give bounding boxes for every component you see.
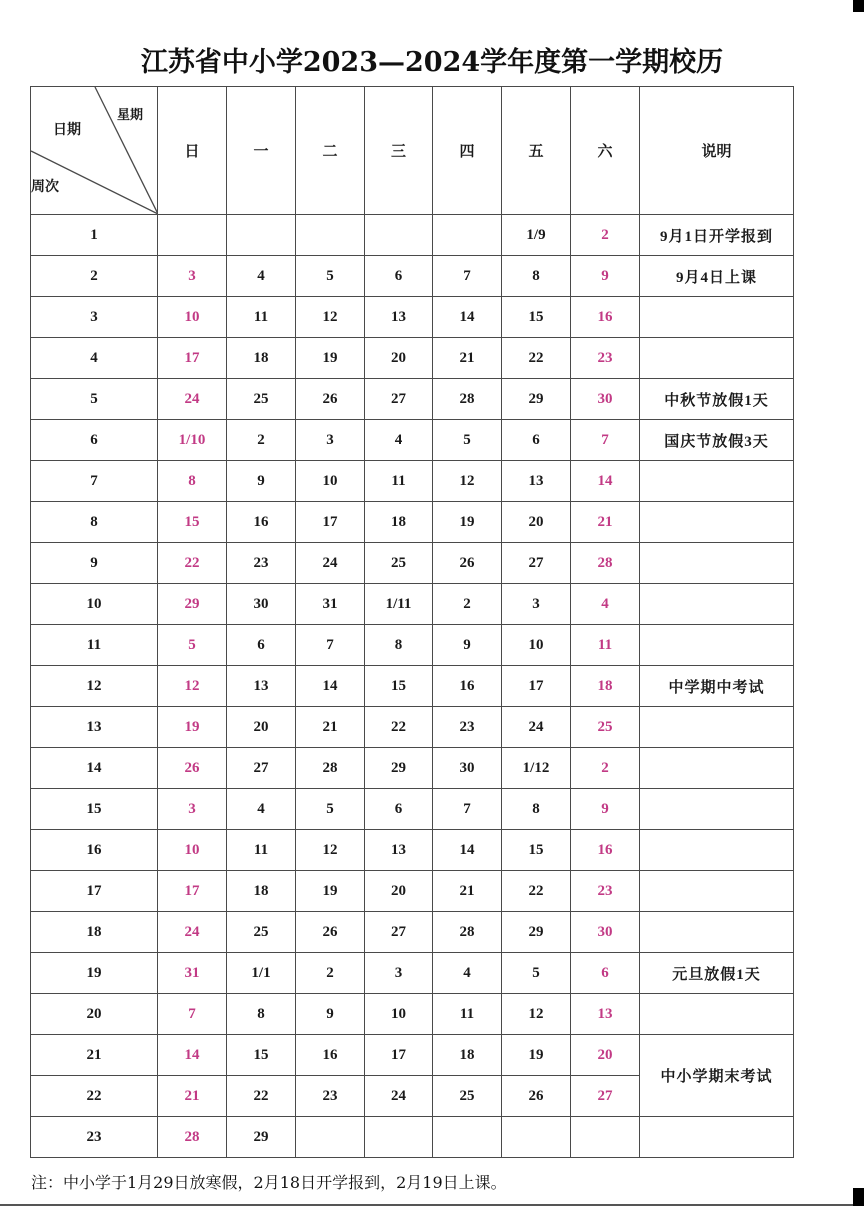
date-cell-wed: 3 bbox=[365, 953, 433, 994]
date-cell-sat: 25 bbox=[571, 707, 640, 748]
day-header-sun: 日 bbox=[158, 87, 227, 215]
date-cell-fri: 27 bbox=[502, 543, 571, 584]
date-cell-sat: 7 bbox=[571, 420, 640, 461]
week-number-cell: 6 bbox=[31, 420, 158, 461]
week-number-cell: 19 bbox=[31, 953, 158, 994]
date-cell-sat: 18 bbox=[571, 666, 640, 707]
week-number-axis-label: 周次 bbox=[31, 179, 59, 195]
date-cell-mon: 25 bbox=[227, 912, 296, 953]
date-cell-fri: 26 bbox=[502, 1076, 571, 1117]
note-cell bbox=[640, 748, 794, 789]
date-cell-thu bbox=[433, 1117, 502, 1158]
date-cell-sun: 10 bbox=[158, 297, 227, 338]
date-cell-tue: 7 bbox=[296, 625, 365, 666]
date-cell-tue: 23 bbox=[296, 1076, 365, 1117]
note-cell bbox=[640, 707, 794, 748]
date-cell-mon: 2 bbox=[227, 420, 296, 461]
table-row bbox=[31, 379, 794, 420]
date-cell-mon: 4 bbox=[227, 789, 296, 830]
date-cell-sun: 8 bbox=[158, 461, 227, 502]
week-number-cell: 21 bbox=[31, 1035, 158, 1076]
week-number-cell: 5 bbox=[31, 379, 158, 420]
diagonal-header-cell bbox=[31, 87, 158, 215]
date-cell-fri bbox=[502, 1117, 571, 1158]
date-cell-thu: 21 bbox=[433, 871, 502, 912]
date-cell-sat: 28 bbox=[571, 543, 640, 584]
table-row bbox=[31, 215, 794, 256]
date-cell-sat: 13 bbox=[571, 994, 640, 1035]
table-row bbox=[31, 502, 794, 543]
date-cell-fri: 20 bbox=[502, 502, 571, 543]
date-cell-mon: 6 bbox=[227, 625, 296, 666]
week-number-cell: 7 bbox=[31, 461, 158, 502]
date-cell-wed: 1/11 bbox=[365, 584, 433, 625]
table-row bbox=[31, 666, 794, 707]
table-row bbox=[31, 1035, 794, 1076]
date-cell-fri: 12 bbox=[502, 994, 571, 1035]
date-cell-tue: 12 bbox=[296, 830, 365, 871]
screen-edge-block-bottom bbox=[853, 1188, 864, 1206]
table-row bbox=[31, 256, 794, 297]
day-header-tue: 二 bbox=[296, 87, 365, 215]
date-cell-wed: 29 bbox=[365, 748, 433, 789]
date-cell-tue: 21 bbox=[296, 707, 365, 748]
note-cell bbox=[640, 625, 794, 666]
note-cell bbox=[640, 912, 794, 953]
week-number-cell: 17 bbox=[31, 871, 158, 912]
weekday-axis-label: 星期 bbox=[117, 108, 144, 123]
week-number-cell: 12 bbox=[31, 666, 158, 707]
date-cell-wed: 27 bbox=[365, 912, 433, 953]
date-cell-wed: 8 bbox=[365, 625, 433, 666]
day-header-mon: 一 bbox=[227, 87, 296, 215]
date-cell-thu: 2 bbox=[433, 584, 502, 625]
table-row bbox=[31, 297, 794, 338]
date-cell-sat: 21 bbox=[571, 502, 640, 543]
date-cell-mon: 11 bbox=[227, 830, 296, 871]
date-cell-thu: 19 bbox=[433, 502, 502, 543]
date-cell-fri: 1/12 bbox=[502, 748, 571, 789]
date-cell-tue: 3 bbox=[296, 420, 365, 461]
date-cell-thu: 4 bbox=[433, 953, 502, 994]
date-cell-sat: 11 bbox=[571, 625, 640, 666]
day-header-fri: 五 bbox=[502, 87, 571, 215]
cropped-previous-text bbox=[40, 0, 864, 4]
day-header-sat: 六 bbox=[571, 87, 640, 215]
date-cell-mon bbox=[227, 215, 296, 256]
date-cell-sun: 21 bbox=[158, 1076, 227, 1117]
date-cell-sun: 7 bbox=[158, 994, 227, 1035]
date-cell-sun: 15 bbox=[158, 502, 227, 543]
date-cell-fri: 1/9 bbox=[502, 215, 571, 256]
table-row bbox=[31, 953, 794, 994]
day-header-wed: 三 bbox=[365, 87, 433, 215]
table-row bbox=[31, 584, 794, 625]
date-cell-thu: 12 bbox=[433, 461, 502, 502]
note-cell: 中小学期末考试 bbox=[640, 1035, 794, 1117]
day-header-thu: 四 bbox=[433, 87, 502, 215]
date-cell-sun: 26 bbox=[158, 748, 227, 789]
date-cell-thu: 23 bbox=[433, 707, 502, 748]
date-cell-fri: 17 bbox=[502, 666, 571, 707]
date-cell-mon: 18 bbox=[227, 871, 296, 912]
note-cell bbox=[640, 1117, 794, 1158]
date-cell-wed: 20 bbox=[365, 871, 433, 912]
date-cell-tue: 5 bbox=[296, 789, 365, 830]
date-cell-sun: 22 bbox=[158, 543, 227, 584]
date-cell-tue: 19 bbox=[296, 338, 365, 379]
week-number-cell: 23 bbox=[31, 1117, 158, 1158]
date-cell-tue: 5 bbox=[296, 256, 365, 297]
week-number-cell: 11 bbox=[31, 625, 158, 666]
date-cell-sun: 14 bbox=[158, 1035, 227, 1076]
calendar-body bbox=[31, 215, 794, 1158]
week-number-cell: 10 bbox=[31, 584, 158, 625]
table-row bbox=[31, 420, 794, 461]
week-number-cell: 20 bbox=[31, 994, 158, 1035]
date-cell-mon: 29 bbox=[227, 1117, 296, 1158]
date-cell-wed: 13 bbox=[365, 830, 433, 871]
note-cell: 中学期中考试 bbox=[640, 666, 794, 707]
date-cell-thu: 5 bbox=[433, 420, 502, 461]
table-row bbox=[31, 994, 794, 1035]
date-cell-mon: 9 bbox=[227, 461, 296, 502]
date-cell-fri: 24 bbox=[502, 707, 571, 748]
date-cell-fri: 5 bbox=[502, 953, 571, 994]
date-cell-tue: 24 bbox=[296, 543, 365, 584]
date-cell-sat: 14 bbox=[571, 461, 640, 502]
date-cell-sun: 3 bbox=[158, 256, 227, 297]
date-cell-wed: 24 bbox=[365, 1076, 433, 1117]
date-cell-mon: 13 bbox=[227, 666, 296, 707]
header-row bbox=[31, 87, 794, 215]
date-cell-wed: 15 bbox=[365, 666, 433, 707]
date-cell-fri: 6 bbox=[502, 420, 571, 461]
date-cell-sat: 4 bbox=[571, 584, 640, 625]
date-cell-sat: 20 bbox=[571, 1035, 640, 1076]
week-number-cell: 9 bbox=[31, 543, 158, 584]
date-cell-sun: 29 bbox=[158, 584, 227, 625]
date-cell-sat: 23 bbox=[571, 338, 640, 379]
date-cell-mon: 30 bbox=[227, 584, 296, 625]
date-cell-sat: 6 bbox=[571, 953, 640, 994]
table-row bbox=[31, 338, 794, 379]
date-cell-fri: 29 bbox=[502, 379, 571, 420]
note-cell bbox=[640, 994, 794, 1035]
date-cell-wed: 10 bbox=[365, 994, 433, 1035]
date-cell-thu bbox=[433, 215, 502, 256]
date-cell-fri: 8 bbox=[502, 256, 571, 297]
date-cell-thu: 16 bbox=[433, 666, 502, 707]
week-number-cell: 13 bbox=[31, 707, 158, 748]
date-cell-tue: 19 bbox=[296, 871, 365, 912]
table-row bbox=[31, 789, 794, 830]
date-cell-sun: 19 bbox=[158, 707, 227, 748]
table-row bbox=[31, 748, 794, 789]
date-cell-fri: 15 bbox=[502, 297, 571, 338]
date-cell-sun: 24 bbox=[158, 912, 227, 953]
note-cell: 中秋节放假1天 bbox=[640, 379, 794, 420]
date-cell-sat: 27 bbox=[571, 1076, 640, 1117]
date-cell-mon: 20 bbox=[227, 707, 296, 748]
date-cell-fri: 3 bbox=[502, 584, 571, 625]
date-cell-wed: 6 bbox=[365, 789, 433, 830]
note-cell bbox=[640, 584, 794, 625]
date-cell-thu: 9 bbox=[433, 625, 502, 666]
date-cell-sat: 16 bbox=[571, 830, 640, 871]
date-cell-tue: 26 bbox=[296, 379, 365, 420]
week-number-cell: 22 bbox=[31, 1076, 158, 1117]
date-cell-sat: 2 bbox=[571, 748, 640, 789]
date-cell-mon: 8 bbox=[227, 994, 296, 1035]
date-cell-sun bbox=[158, 215, 227, 256]
date-cell-thu: 26 bbox=[433, 543, 502, 584]
date-cell-wed: 18 bbox=[365, 502, 433, 543]
date-cell-wed: 20 bbox=[365, 338, 433, 379]
date-cell-wed: 6 bbox=[365, 256, 433, 297]
date-cell-thu: 21 bbox=[433, 338, 502, 379]
date-cell-mon: 4 bbox=[227, 256, 296, 297]
week-number-cell: 16 bbox=[31, 830, 158, 871]
date-cell-fri: 13 bbox=[502, 461, 571, 502]
date-cell-fri: 10 bbox=[502, 625, 571, 666]
date-cell-wed: 22 bbox=[365, 707, 433, 748]
date-cell-tue: 10 bbox=[296, 461, 365, 502]
note-cell bbox=[640, 297, 794, 338]
date-cell-wed: 11 bbox=[365, 461, 433, 502]
date-cell-sat bbox=[571, 1117, 640, 1158]
date-cell-sat: 30 bbox=[571, 912, 640, 953]
date-cell-tue: 14 bbox=[296, 666, 365, 707]
date-cell-tue bbox=[296, 1117, 365, 1158]
date-cell-mon: 27 bbox=[227, 748, 296, 789]
date-cell-sat: 30 bbox=[571, 379, 640, 420]
date-cell-mon: 1/1 bbox=[227, 953, 296, 994]
date-cell-sat: 16 bbox=[571, 297, 640, 338]
week-number-cell: 14 bbox=[31, 748, 158, 789]
note-cell bbox=[640, 830, 794, 871]
date-cell-sat: 9 bbox=[571, 256, 640, 297]
note-cell: 9月4日上课 bbox=[640, 256, 794, 297]
date-cell-thu: 11 bbox=[433, 994, 502, 1035]
table-row bbox=[31, 543, 794, 584]
date-cell-thu: 18 bbox=[433, 1035, 502, 1076]
date-cell-thu: 14 bbox=[433, 297, 502, 338]
date-cell-fri: 29 bbox=[502, 912, 571, 953]
note-cell bbox=[640, 338, 794, 379]
date-cell-tue: 12 bbox=[296, 297, 365, 338]
date-cell-wed: 25 bbox=[365, 543, 433, 584]
note-cell bbox=[640, 789, 794, 830]
date-cell-tue: 17 bbox=[296, 502, 365, 543]
date-cell-sun: 1/10 bbox=[158, 420, 227, 461]
table-row bbox=[31, 625, 794, 666]
screen-edge-block bbox=[853, 0, 864, 12]
date-cell-sun: 28 bbox=[158, 1117, 227, 1158]
footnote: 注：中小学于1月29日放寒假，2月18日开学报到，2月19日上课。 bbox=[31, 1173, 507, 1192]
date-cell-sat: 2 bbox=[571, 215, 640, 256]
week-number-cell: 8 bbox=[31, 502, 158, 543]
date-cell-thu: 28 bbox=[433, 912, 502, 953]
date-cell-tue: 28 bbox=[296, 748, 365, 789]
date-cell-thu: 14 bbox=[433, 830, 502, 871]
date-cell-mon: 16 bbox=[227, 502, 296, 543]
week-number-cell: 15 bbox=[31, 789, 158, 830]
date-cell-tue: 26 bbox=[296, 912, 365, 953]
date-cell-fri: 19 bbox=[502, 1035, 571, 1076]
week-number-cell: 3 bbox=[31, 297, 158, 338]
table-row bbox=[31, 830, 794, 871]
date-cell-sat: 23 bbox=[571, 871, 640, 912]
week-number-cell: 18 bbox=[31, 912, 158, 953]
date-cell-sun: 31 bbox=[158, 953, 227, 994]
date-cell-wed: 17 bbox=[365, 1035, 433, 1076]
date-cell-thu: 30 bbox=[433, 748, 502, 789]
date-cell-wed bbox=[365, 1117, 433, 1158]
date-cell-sun: 17 bbox=[158, 338, 227, 379]
note-header: 说明 bbox=[640, 87, 794, 215]
date-cell-tue: 2 bbox=[296, 953, 365, 994]
note-cell bbox=[640, 543, 794, 584]
table-row bbox=[31, 461, 794, 502]
note-cell: 9月1日开学报到 bbox=[640, 215, 794, 256]
date-cell-sun: 3 bbox=[158, 789, 227, 830]
date-cell-thu: 25 bbox=[433, 1076, 502, 1117]
week-number-cell: 1 bbox=[31, 215, 158, 256]
date-cell-tue: 31 bbox=[296, 584, 365, 625]
date-cell-fri: 22 bbox=[502, 338, 571, 379]
date-cell-wed bbox=[365, 215, 433, 256]
table-row bbox=[31, 871, 794, 912]
date-cell-fri: 22 bbox=[502, 871, 571, 912]
date-cell-wed: 13 bbox=[365, 297, 433, 338]
school-calendar-table bbox=[30, 86, 794, 1158]
note-cell bbox=[640, 502, 794, 543]
date-cell-thu: 7 bbox=[433, 789, 502, 830]
date-cell-sat: 9 bbox=[571, 789, 640, 830]
date-cell-tue: 16 bbox=[296, 1035, 365, 1076]
note-cell: 元旦放假1天 bbox=[640, 953, 794, 994]
table-row bbox=[31, 912, 794, 953]
note-cell bbox=[640, 871, 794, 912]
date-cell-mon: 18 bbox=[227, 338, 296, 379]
date-cell-thu: 7 bbox=[433, 256, 502, 297]
date-cell-sun: 12 bbox=[158, 666, 227, 707]
note-cell bbox=[640, 461, 794, 502]
date-axis-label: 日期 bbox=[53, 122, 81, 138]
date-cell-mon: 15 bbox=[227, 1035, 296, 1076]
date-cell-fri: 15 bbox=[502, 830, 571, 871]
date-cell-fri: 8 bbox=[502, 789, 571, 830]
week-number-cell: 4 bbox=[31, 338, 158, 379]
date-cell-mon: 11 bbox=[227, 297, 296, 338]
date-cell-sun: 5 bbox=[158, 625, 227, 666]
page-title: 江苏省中小学2023—2024学年度第一学期校历 bbox=[140, 47, 724, 78]
date-cell-wed: 4 bbox=[365, 420, 433, 461]
note-cell: 国庆节放假3天 bbox=[640, 420, 794, 461]
date-cell-sun: 17 bbox=[158, 871, 227, 912]
date-cell-mon: 25 bbox=[227, 379, 296, 420]
date-cell-tue: 9 bbox=[296, 994, 365, 1035]
date-cell-wed: 27 bbox=[365, 379, 433, 420]
week-number-cell: 2 bbox=[31, 256, 158, 297]
date-cell-sun: 24 bbox=[158, 379, 227, 420]
date-cell-mon: 22 bbox=[227, 1076, 296, 1117]
table-row bbox=[31, 707, 794, 748]
date-cell-sun: 10 bbox=[158, 830, 227, 871]
table-row bbox=[31, 1117, 794, 1158]
date-cell-tue bbox=[296, 215, 365, 256]
date-cell-mon: 23 bbox=[227, 543, 296, 584]
date-cell-thu: 28 bbox=[433, 379, 502, 420]
